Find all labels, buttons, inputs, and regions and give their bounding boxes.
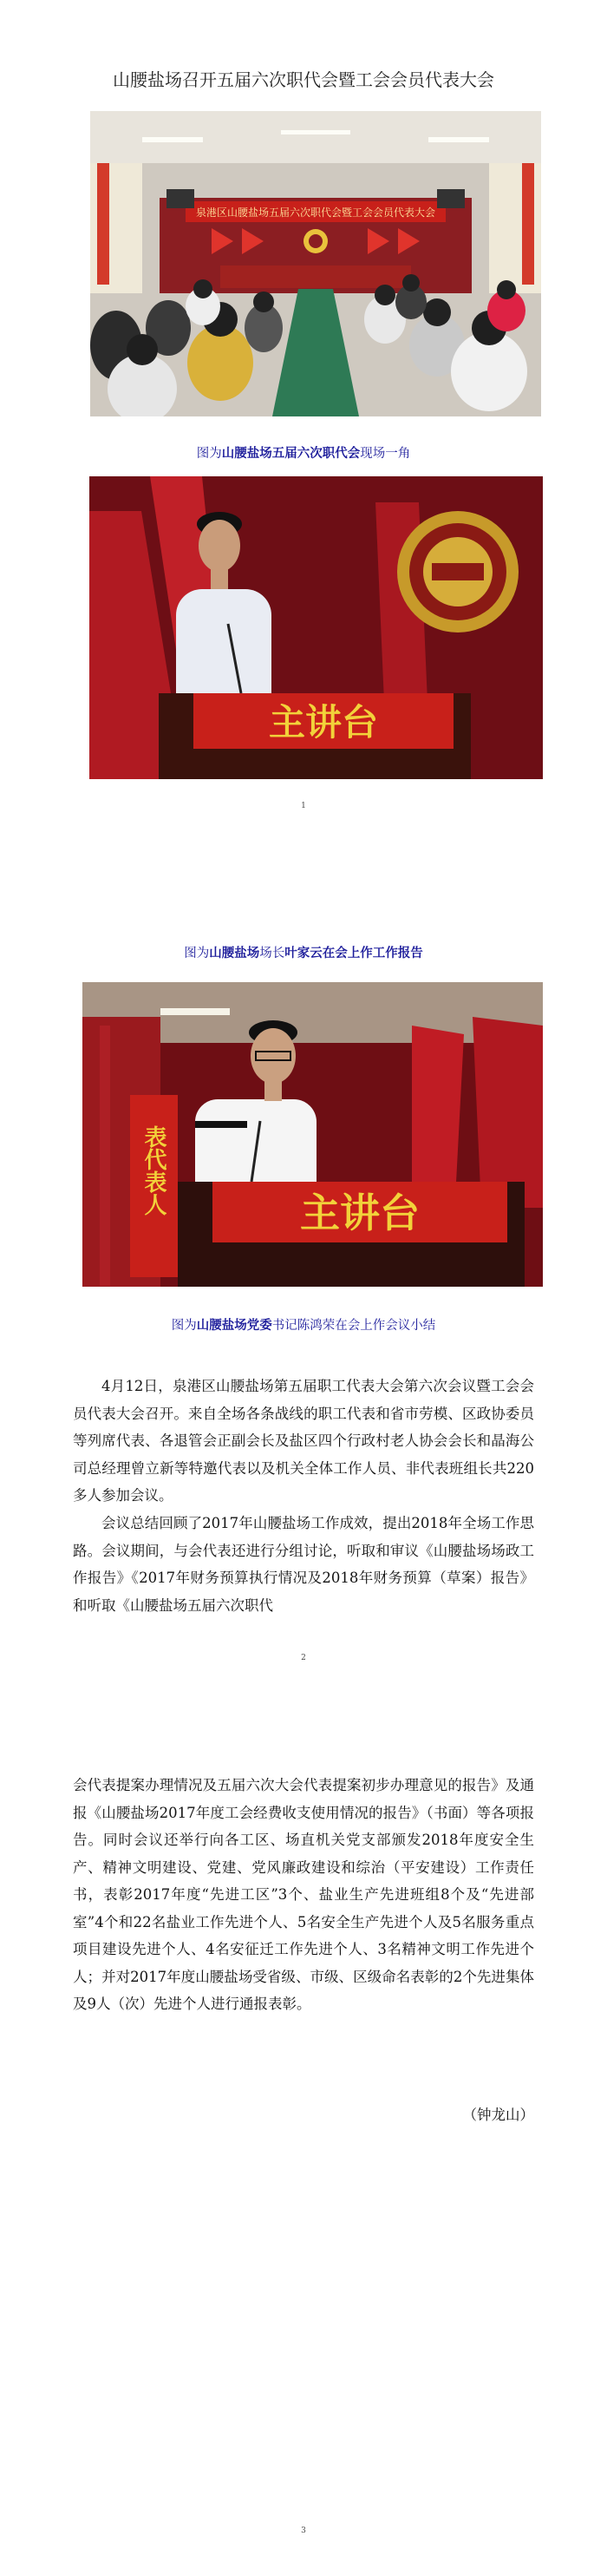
meeting-hall-photo	[90, 111, 541, 416]
photo1-caption	[0, 443, 607, 462]
body-paragraph: 会议总结回顾了2017年山腰盐场工作成效，提出2018年全场工作思路。会议期间，与会代表还进行分组讨论，听取和审议《山腰盐场场政工作报告》《2017年财务预算执行情况及2018年财务预算（草案）报告》和听取《山腰盐场五届六次职代	[73, 1515, 534, 1614]
photo2-podium-text: 主讲台	[268, 701, 379, 744]
body-paragraph: 4月12日，泉港区山腰盐场第五届职工代表大会第六次会议暨工会会员代表大会召开。来自全场各条战线的职工代表和省市劳模、区政协委员等列席代表、各退管会正副会长及盐区四个行政村老人协会会长和晶海公司总经理曾立新等特邀代表以及机关全体工作人员、非代表班组长共220多人参加会议。	[73, 1378, 534, 1504]
photo2-caption-bold: 山腰盐场	[209, 946, 260, 960]
photo3-side-banner-text: 表代表人	[140, 1125, 166, 1216]
photo3-caption-prefix: 图为	[171, 1319, 197, 1333]
photo3-caption-bold: 山腰盐场党委	[196, 1318, 272, 1333]
page-number: 2	[301, 1654, 306, 1662]
photo1-banner-text: 泉港区山腰盐场五届六次职代会暨工会会员代表大会	[195, 206, 436, 219]
author-signature: （钟龙山）	[462, 2107, 534, 2123]
photo3-caption-middle: 书记陈鸿荣在会上作会议小结	[271, 1319, 436, 1333]
photo2-caption-middle: 场长	[259, 947, 285, 960]
document-title: 山腰盐场召开五届六次职代会暨工会会员代表大会	[113, 69, 494, 90]
page-number: 3	[301, 2527, 306, 2535]
page-number: 1	[301, 802, 306, 810]
photo2-caption-bold2: 叶家云在会上作工作报告	[284, 946, 423, 960]
photo2-caption-prefix: 图为	[184, 947, 210, 960]
photo3-podium-text: 主讲台	[300, 1190, 420, 1236]
photo1-caption-prefix: 图为	[196, 447, 222, 461]
photo1-caption-suffix: 现场一角	[360, 447, 411, 461]
photo3-caption	[0, 1315, 607, 1334]
body-paragraph: 会代表提案办理情况及五届六次大会代表提案初步办理意见的报告》及通报《山腰盐场2017年度工会经费收支使用情况的报告》（书面）等各项报告。同时会议还举行向各工区、场直机关党支部颁发2018年度安全生产、精神文明建设、党建、党风廉政建设和综治（平安建设）工作责任书，表彰2017年度“先进工区”3个、盐业生产先进班组8个及“先进部室”4个和22名盐业工作先进个人、5名安全生产先进个人及5名服务重点项目建设先进个人、4名安征迁工作先进个人、3名精神文明工作先进个人；并对2017年度山腰盐场受省级、市级、区级命名表彰的2个先进集体及9人（次）先进个人进行通报表彰。	[73, 1777, 534, 2012]
secretary-photo	[82, 982, 543, 1287]
photo2-caption	[0, 943, 607, 961]
photo1-caption-bold: 山腰盐场五届六次职代会	[221, 446, 361, 461]
speaker-photo	[89, 476, 543, 779]
